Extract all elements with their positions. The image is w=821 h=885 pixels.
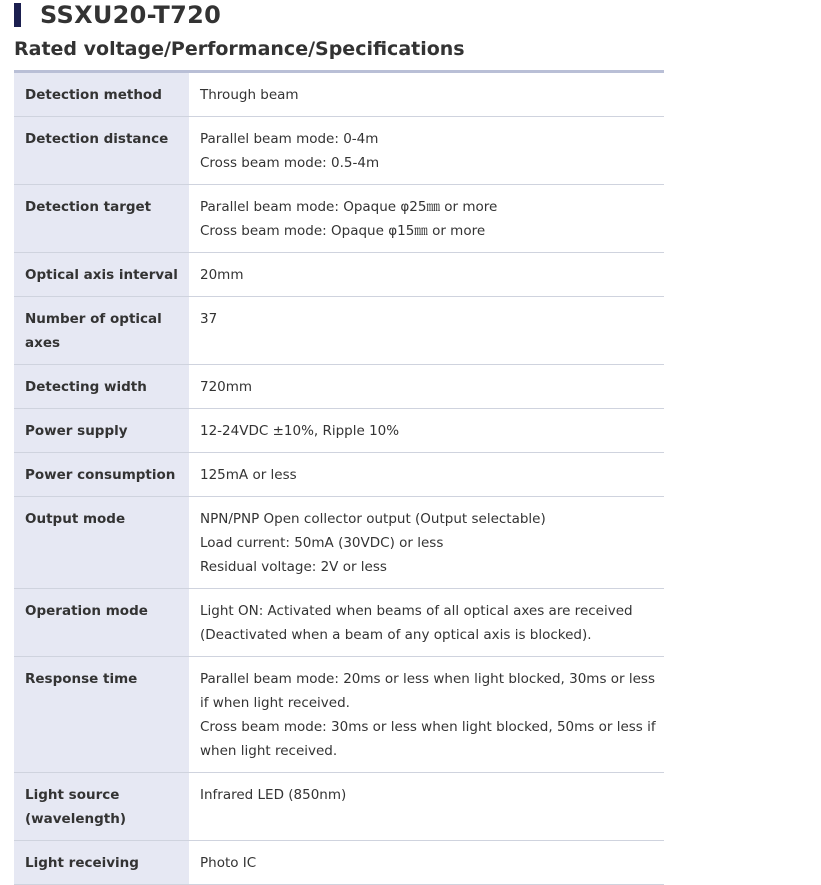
spec-value-line: Load current: 50mA (30VDC) or less <box>200 535 444 551</box>
spec-value <box>189 409 664 453</box>
spec-row <box>14 297 664 365</box>
spec-label: Power supply <box>14 409 189 453</box>
spec-row <box>14 365 664 409</box>
product-title <box>14 0 221 30</box>
spec-table <box>14 70 664 885</box>
spec-row <box>14 72 664 117</box>
spec-value-line: Through beam <box>200 87 299 103</box>
spec-value-line: Cross beam mode: 30ms or less when light blocked, 50ms or less if when light received. <box>200 719 656 759</box>
spec-value <box>189 253 664 297</box>
spec-label: Output mode <box>14 497 189 589</box>
spec-row <box>14 185 664 253</box>
spec-value-line: Parallel beam mode: Opaque φ25㎜ or more <box>200 199 498 215</box>
spec-row <box>14 253 664 297</box>
spec-row <box>14 453 664 497</box>
spec-value-line: Cross beam mode: Opaque φ15㎜ or more <box>200 223 486 239</box>
spec-value-line: 125mA or less <box>200 467 297 483</box>
spec-label: Number of optical axes <box>14 297 189 365</box>
spec-label: Power consumption <box>14 453 189 497</box>
spec-label: Light receiving <box>14 841 189 885</box>
spec-row <box>14 657 664 773</box>
spec-value-line: Infrared LED (850nm) <box>200 787 347 803</box>
spec-value <box>189 773 664 841</box>
spec-value <box>189 72 664 117</box>
spec-label: Detecting width <box>14 365 189 409</box>
spec-label: Light source (wavelength) <box>14 773 189 841</box>
spec-value-line: 12-24VDC ±10%, Ripple 10% <box>200 423 400 439</box>
product-model: SSXU20-T720 <box>40 1 222 29</box>
spec-label: Operation mode <box>14 589 189 657</box>
spec-value <box>189 185 664 253</box>
spec-label: Detection target <box>14 185 189 253</box>
spec-value <box>189 117 664 185</box>
spec-row <box>14 409 664 453</box>
spec-row <box>14 841 664 885</box>
spec-value <box>189 841 664 885</box>
spec-value-line: (Deactivated when a beam of any optical axis is blocked). <box>200 627 592 643</box>
spec-value <box>189 365 664 409</box>
spec-value <box>189 453 664 497</box>
spec-value <box>189 657 664 773</box>
spec-row <box>14 773 664 841</box>
spec-value <box>189 589 664 657</box>
spec-value-line: Residual voltage: 2V or less <box>200 559 387 575</box>
spec-value-line: NPN/PNP Open collector output (Output selectable) <box>200 511 546 527</box>
spec-value <box>189 297 664 365</box>
spec-row <box>14 117 664 185</box>
spec-label: Detection method <box>14 72 189 117</box>
spec-value-line: Cross beam mode: 0.5-4m <box>200 155 380 171</box>
section-title: Rated voltage/Performance/Specifications <box>14 38 465 60</box>
spec-value-line: Photo IC <box>200 855 257 871</box>
spec-label: Detection distance <box>14 117 189 185</box>
spec-value-line: 20mm <box>200 267 244 283</box>
spec-value-line: Parallel beam mode: 20ms or less when light blocked, 30ms or less if when light received. <box>200 671 655 711</box>
spec-label: Optical axis interval <box>14 253 189 297</box>
spec-value-line: 720mm <box>200 379 253 395</box>
title-accent-bar <box>14 3 21 27</box>
spec-row <box>14 589 664 657</box>
spec-row <box>14 497 664 589</box>
spec-label: Response time <box>14 657 189 773</box>
spec-value-line: 37 <box>200 311 218 327</box>
spec-value-line: Parallel beam mode: 0-4m <box>200 131 379 147</box>
spec-value <box>189 497 664 589</box>
spec-value-line: Light ON: Activated when beams of all optical axes are received <box>200 603 633 619</box>
